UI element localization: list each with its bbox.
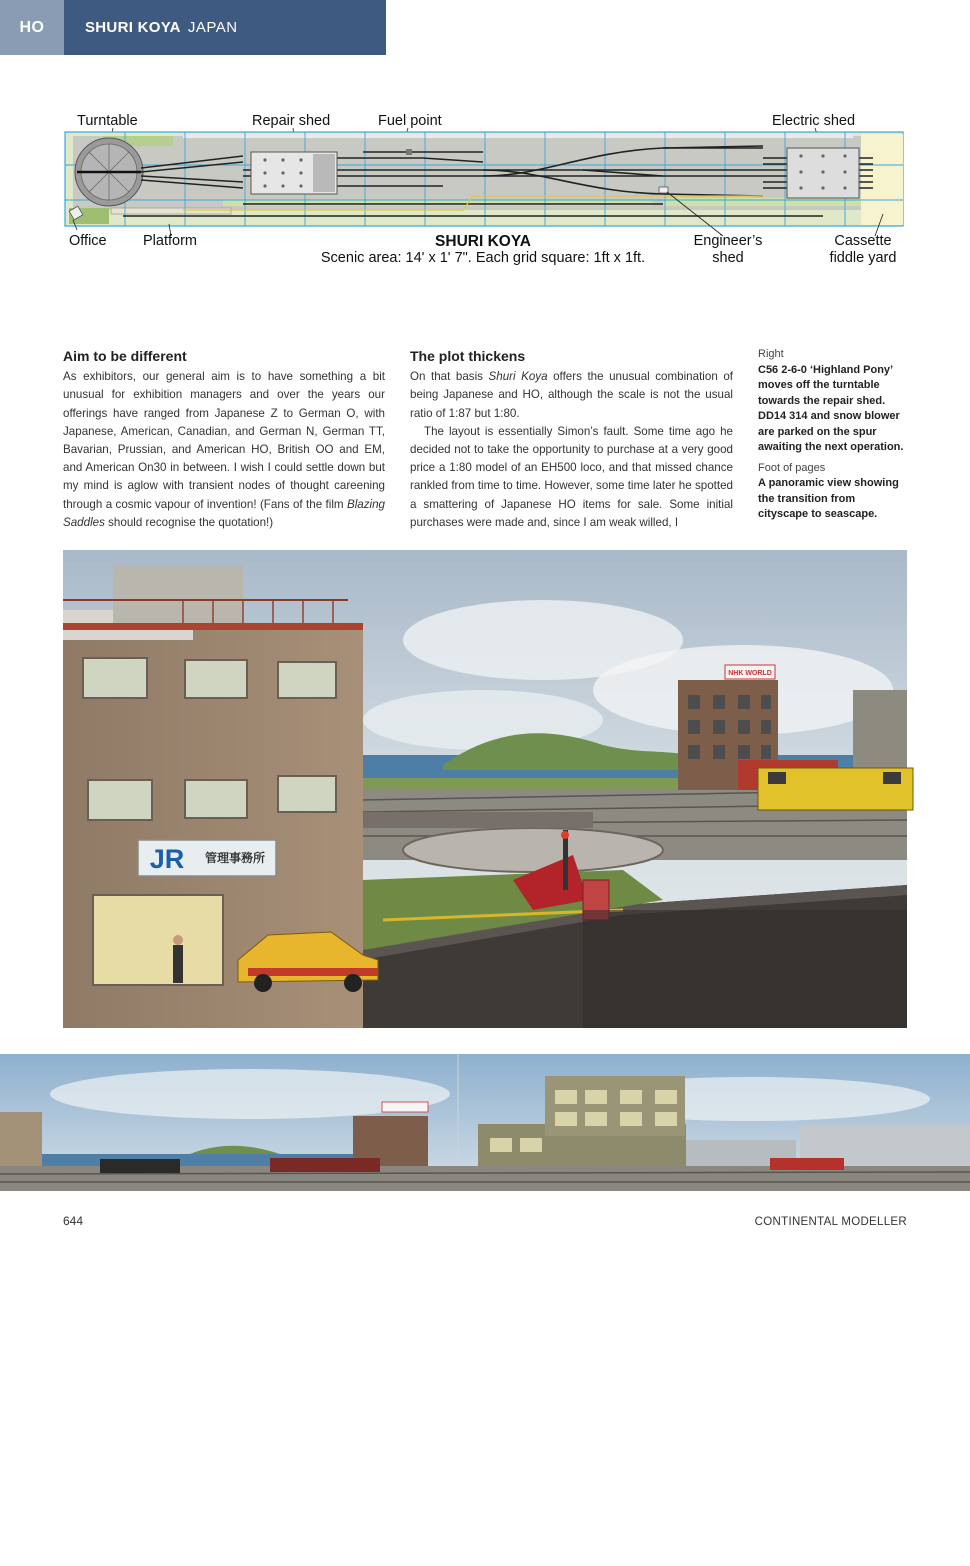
caption-right-label: Right [758, 348, 784, 360]
magazine-name: CONTINENTAL MODELLER [754, 1216, 907, 1228]
article-column-2 [410, 347, 733, 532]
caption-foot-label: Foot of pages [758, 461, 826, 474]
plan-title-block [293, 233, 673, 267]
layout-country: JAPAN [187, 19, 238, 36]
label-cassette-line2: fiddle yard [829, 250, 897, 266]
paragraph-text: should recognise the quotation!) [104, 515, 274, 529]
caption-above-text: The JR office is a hive of activity. At the doorway a harrassed businessman tries to conclude a deal while waiting for the taxi. A TV crew uses the roof as a vantage point to film the catenary maintenance railcar and the snow blower. [543, 1488, 829, 1563]
fuel-point [406, 149, 412, 155]
turntable [75, 138, 143, 206]
layout-name-italic: Shuri Koya [488, 370, 548, 384]
page-number: 644 [63, 1214, 84, 1228]
repair-shed [251, 152, 337, 194]
track-plan [63, 112, 908, 272]
caption-foot-text: A panoramic view showing the transition from cityscape to seascape. [758, 477, 899, 520]
caption-above-label: Above [797, 1473, 829, 1485]
paragraph-text: As exhibitors, our general aim is to have something a bit unusual for exhibition managers and over the years our offerings have ranged from Japanese Z to German O, with Japanese, American, Canadian, and German N, German TT, Bavarian, Prussian, and American HO, British OO and EM, and American On30 in between. I wish I could settle down but my mind is aglow with transient nodes of thought careening through a cosmic vapour of invention! (Fans of the film [63, 370, 385, 511]
caption-above [544, 1472, 829, 1566]
label-cassette-line1: Cassette [834, 233, 892, 249]
film-title: Blazing Saddles [63, 497, 385, 529]
section-tag: HO [0, 0, 64, 55]
label-platform: Platform [143, 233, 197, 249]
heading-plot-thickens: The plot thickens [410, 348, 526, 364]
electric-shed [787, 148, 859, 198]
jr-office-sign: 管理事務所 [204, 851, 266, 865]
plan-subtitle: Scenic area: 14' x 1' 7". Each grid square: 1ft x 1ft. [320, 250, 646, 266]
label-electric-shed: Electric shed [772, 113, 856, 129]
label-engineers-shed-line1: Engineer’s [693, 233, 763, 249]
panorama-photo [0, 1054, 970, 1191]
panorama-scene [0, 1054, 970, 1191]
label-office: Office [69, 233, 107, 249]
label-fuel-point: Fuel point [378, 113, 442, 129]
label-cassette-fiddle-yard [820, 233, 906, 267]
label-engineers-shed-line2: shed [712, 250, 744, 266]
article-column-1 [63, 347, 385, 532]
section-header [64, 0, 386, 55]
label-engineers-shed [684, 233, 772, 267]
layout-name: SHURI KOYA [85, 19, 181, 36]
label-repair-shed: Repair shed [252, 113, 331, 129]
paragraph-on-that-basis [410, 368, 733, 423]
paragraph-text: offers the unusual combination of being Japanese and HO, although the scale is not the usual ratio of 1:87 but 1:80. [410, 370, 733, 420]
jr-logo: JR [149, 844, 185, 874]
plan-title: SHURI KOYA [435, 233, 531, 250]
nhk-sign: NHK WORLD [728, 670, 772, 677]
paragraph-exhibitors [63, 368, 385, 532]
label-turntable: Turntable [77, 113, 138, 129]
paragraph-text: On that basis [410, 370, 489, 384]
main-photo-scene [63, 550, 907, 1028]
track-plan-drawing [63, 112, 908, 237]
paragraph-simons-fault: The layout is essentially Simon’s fault. Some time ago he decided not to take the opportunity to purchase at a very good price a 1:80 model of an EH500 loco, and that missed chance rankled from time to time. However, some time later he spotted a smattering of Japanese HO items for sale. Some initial purchases were made and, since I am weak willed, I [410, 424, 733, 529]
heading-aim-to-be-different: Aim to be different [63, 348, 187, 364]
engineers-shed [659, 187, 668, 193]
caption-right-text: C56 2-6-0 ‘Highland Pony’ moves off the turntable towards the repair shed. DD14 314 and snow blower are parked on the spur awaiting the next operation. [758, 363, 904, 453]
side-captions [758, 347, 908, 523]
